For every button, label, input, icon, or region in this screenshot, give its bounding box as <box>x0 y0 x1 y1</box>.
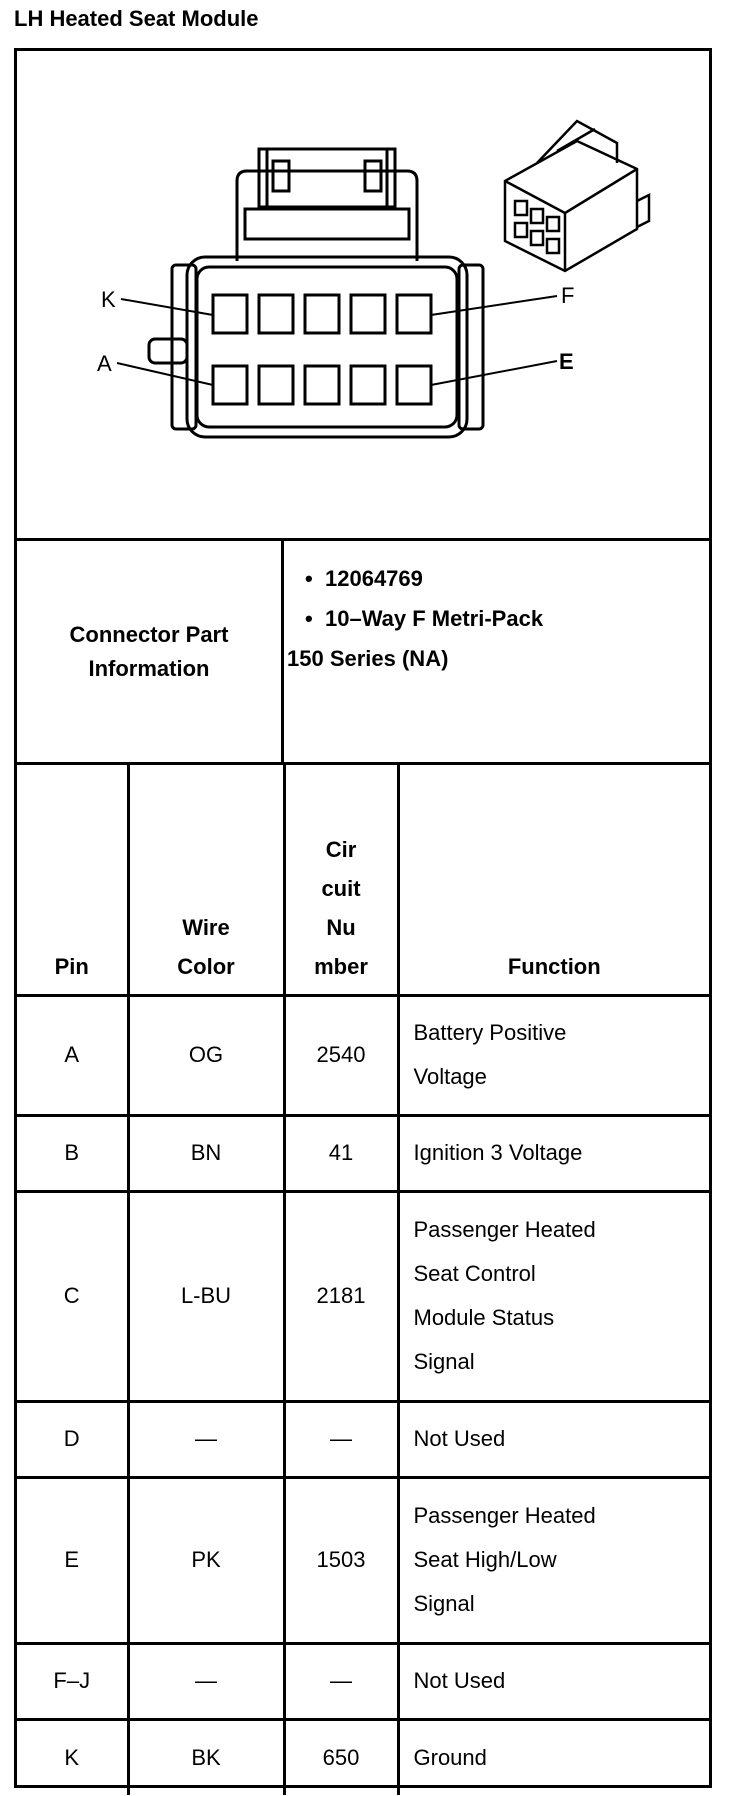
table-row <box>17 1719 709 1795</box>
header-line: Nu <box>326 914 356 940</box>
pin-label-f: F <box>561 283 575 308</box>
connector-series: 150 Series (NA) <box>287 646 449 671</box>
cell-wire: — <box>128 1643 284 1719</box>
cell-function <box>398 1719 709 1795</box>
table-header-row <box>17 765 709 995</box>
header-line: mber <box>314 953 368 979</box>
table-row <box>17 995 709 1115</box>
pin-label-a: A <box>97 351 112 376</box>
function-line: Passenger Heated <box>413 1503 596 1528</box>
header-line: Color <box>177 953 235 979</box>
cell-function <box>398 1477 709 1643</box>
table-row <box>17 1115 709 1191</box>
header-pin: Pin <box>17 765 128 995</box>
cell-circuit: — <box>284 1643 398 1719</box>
function-line: Seat Control <box>413 1261 536 1286</box>
pin-label-e: E <box>559 349 574 374</box>
table-row <box>17 1643 709 1719</box>
header-line: Wire <box>182 914 230 940</box>
cell-function <box>398 1643 709 1719</box>
heading-line: Connector Part <box>69 621 229 647</box>
cell-circuit: 41 <box>284 1115 398 1191</box>
cell-circuit: 1503 <box>284 1477 398 1643</box>
function-line: Ignition 3 Voltage <box>413 1140 583 1165</box>
function-line: Ground <box>413 1744 487 1770</box>
cell-pin: A <box>17 995 128 1115</box>
pin-label-k: K <box>101 287 116 312</box>
connector-frame <box>14 48 712 1788</box>
cell-wire: OG <box>128 995 284 1115</box>
bullet-item <box>287 599 543 639</box>
cell-function <box>398 1401 709 1477</box>
function-line: Signal <box>413 1591 475 1616</box>
cell-circuit: 2181 <box>284 1191 398 1401</box>
header-function: Function <box>398 765 709 995</box>
header-wire-color <box>128 765 284 995</box>
cell-function <box>398 1191 709 1401</box>
connector-part-info <box>17 541 709 765</box>
function-line: Seat High/Low <box>413 1547 557 1572</box>
cell-wire: PK <box>128 1477 284 1643</box>
table-row <box>17 1477 709 1643</box>
part-number: 12064769 <box>325 566 423 591</box>
header-circuit-number <box>284 765 398 995</box>
bullet-item <box>287 559 543 599</box>
cell-wire: — <box>128 1401 284 1477</box>
table-row <box>17 1191 709 1401</box>
cell-function <box>398 1115 709 1191</box>
pinout-table <box>17 765 709 1795</box>
page-title: LH Heated Seat Module <box>14 6 259 31</box>
heading-line: Information <box>88 655 210 681</box>
cell-wire: BN <box>128 1115 284 1191</box>
function-line: Not Used <box>413 1426 506 1451</box>
function-line: Battery Positive <box>413 1020 567 1045</box>
header-line: cuit <box>321 875 361 901</box>
function-line: Signal <box>413 1349 475 1374</box>
cell-function <box>398 995 709 1115</box>
cell-pin: D <box>17 1401 128 1477</box>
connector-diagram <box>17 51 709 541</box>
function-line: Not Used <box>413 1668 506 1693</box>
cell-circuit: 2540 <box>284 995 398 1115</box>
cell-wire: L-BU <box>128 1191 284 1401</box>
cell-pin: C <box>17 1191 128 1401</box>
cell-wire: BK <box>128 1719 284 1795</box>
function-line: Module Status <box>413 1305 555 1330</box>
function-line: Passenger Heated <box>413 1217 596 1242</box>
bullet-icon: • <box>305 566 313 591</box>
function-line: Voltage <box>413 1064 487 1089</box>
bullet-icon: • <box>305 606 313 631</box>
connector-type: 10–Way F Metri-Pack <box>325 606 544 631</box>
cell-circuit: — <box>284 1401 398 1477</box>
cell-pin: F–J <box>17 1643 128 1719</box>
cell-pin: K <box>17 1719 128 1795</box>
cell-pin: B <box>17 1115 128 1191</box>
cell-circuit: 650 <box>284 1719 398 1795</box>
connector-info-details <box>287 559 543 679</box>
connector-info-heading <box>17 541 284 762</box>
cell-pin: E <box>17 1477 128 1643</box>
table-row <box>17 1401 709 1477</box>
header-line: Cir <box>325 836 357 862</box>
connector-illustration <box>17 51 709 538</box>
